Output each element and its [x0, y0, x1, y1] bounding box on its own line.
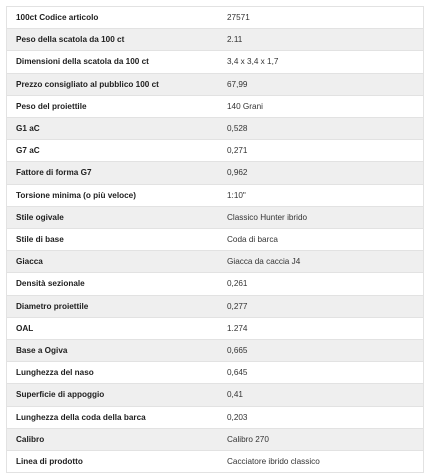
- spec-label: Peso della scatola da 100 ct: [7, 29, 221, 51]
- spec-value: 67,99: [220, 73, 424, 95]
- spec-label: Torsione minima (o più veloce): [7, 184, 221, 206]
- table-row: [7, 184, 424, 206]
- spec-value: 0,645: [220, 362, 424, 384]
- spec-label: Diametro proiettile: [7, 295, 221, 317]
- spec-label: Stile ogivale: [7, 206, 221, 228]
- spec-value: 0,203: [220, 406, 424, 428]
- table-row: [7, 51, 424, 73]
- table-row: [7, 229, 424, 251]
- spec-value: Coda di barca: [220, 229, 424, 251]
- spec-value: 27571: [220, 7, 424, 29]
- spec-label: Densità sezionale: [7, 273, 221, 295]
- table-row: [7, 140, 424, 162]
- spec-value: 0,261: [220, 273, 424, 295]
- spec-label: 100ct Codice articolo: [7, 7, 221, 29]
- table-row: [7, 73, 424, 95]
- table-row: [7, 162, 424, 184]
- spec-label: Giacca: [7, 251, 221, 273]
- spec-value: 0,277: [220, 295, 424, 317]
- spec-label: Prezzo consigliato al pubblico 100 ct: [7, 73, 221, 95]
- spec-value: Calibro 270: [220, 428, 424, 450]
- spec-value: 0,665: [220, 340, 424, 362]
- table-row: [7, 118, 424, 140]
- spec-label: G1 aC: [7, 118, 221, 140]
- spec-label: G7 aC: [7, 140, 221, 162]
- spec-label: Stile di base: [7, 229, 221, 251]
- table-row: [7, 451, 424, 473]
- table-row: [7, 317, 424, 339]
- table-row: [7, 406, 424, 428]
- spec-value: 140 Grani: [220, 95, 424, 117]
- spec-value: Giacca da caccia J4: [220, 251, 424, 273]
- spec-label: Calibro: [7, 428, 221, 450]
- table-row: [7, 206, 424, 228]
- table-row: [7, 295, 424, 317]
- spec-label: Lunghezza della coda della barca: [7, 406, 221, 428]
- table-row: [7, 340, 424, 362]
- spec-label: Base a Ogiva: [7, 340, 221, 362]
- spec-label: Fattore di forma G7: [7, 162, 221, 184]
- spec-value: 0,271: [220, 140, 424, 162]
- table-row: [7, 273, 424, 295]
- table-row: [7, 7, 424, 29]
- spec-value: 1:10": [220, 184, 424, 206]
- spec-value: 3,4 x 3,4 x 1,7: [220, 51, 424, 73]
- table-row: [7, 384, 424, 406]
- spec-label: Linea di prodotto: [7, 451, 221, 473]
- table-row: [7, 29, 424, 51]
- product-spec-table: [6, 6, 424, 473]
- table-row: [7, 362, 424, 384]
- table-row: [7, 95, 424, 117]
- spec-label: OAL: [7, 317, 221, 339]
- spec-value: 0,962: [220, 162, 424, 184]
- spec-value: 0,41: [220, 384, 424, 406]
- spec-value: 2.11: [220, 29, 424, 51]
- spec-value: 1.274: [220, 317, 424, 339]
- table-row: [7, 251, 424, 273]
- spec-label: Superficie di appoggio: [7, 384, 221, 406]
- spec-label: Peso del proiettile: [7, 95, 221, 117]
- spec-label: Lunghezza del naso: [7, 362, 221, 384]
- spec-value: Cacciatore ibrido classico: [220, 451, 424, 473]
- spec-label: Dimensioni della scatola da 100 ct: [7, 51, 221, 73]
- spec-value: Classico Hunter ibrido: [220, 206, 424, 228]
- table-row: [7, 428, 424, 450]
- spec-value: 0,528: [220, 118, 424, 140]
